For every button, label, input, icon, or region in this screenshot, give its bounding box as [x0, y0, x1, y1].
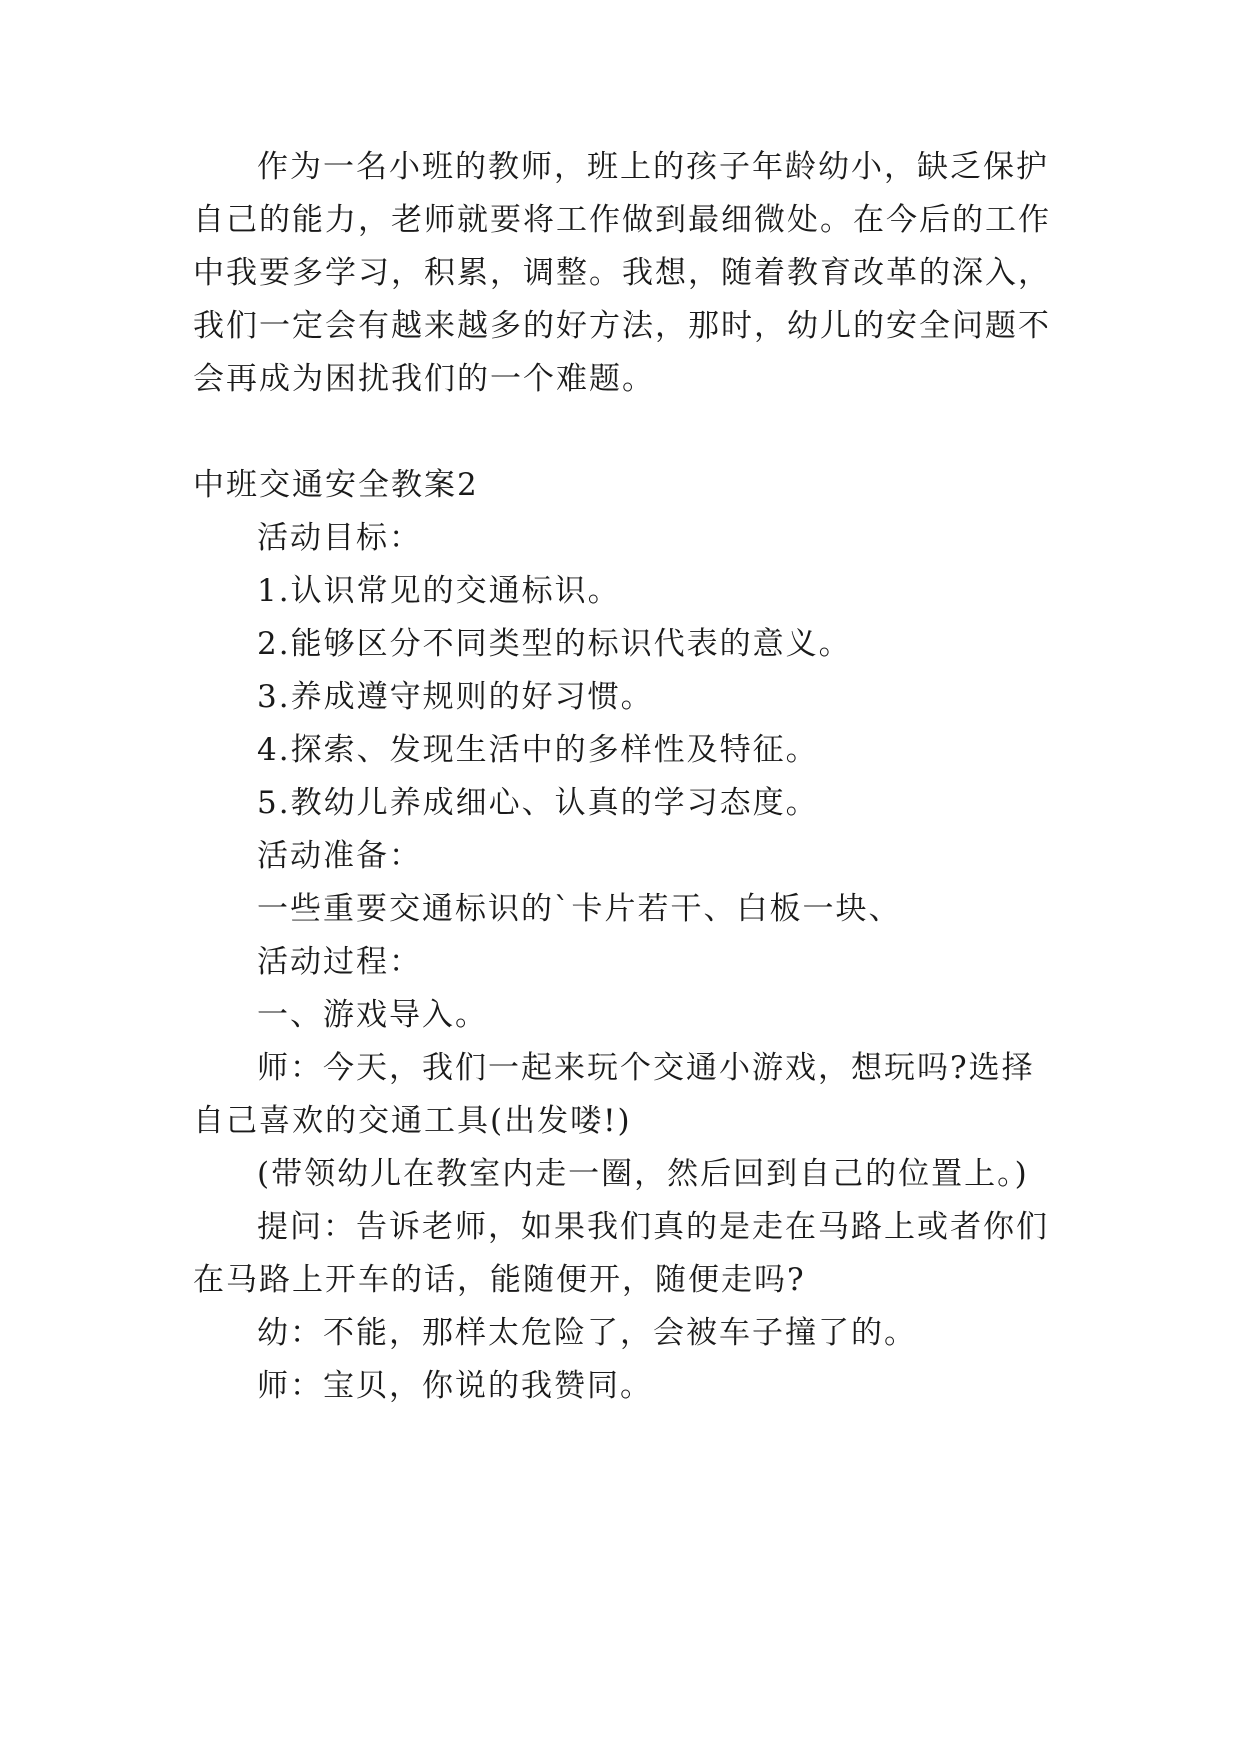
intro-line-4: 我们一定会有越来越多的好方法，那时，幼儿的安全问题不 [193, 308, 1051, 344]
process-heading: 活动过程： [257, 944, 422, 980]
goals-heading: 活动目标： [257, 520, 422, 556]
question-line-b: 在马路上开车的话，能随便开，随便走吗? [193, 1262, 806, 1298]
intro-line-5: 会再成为困扰我们的一个难题。 [193, 361, 655, 397]
teacher-line-2: 师：宝贝，你说的我赞同。 [257, 1368, 653, 1404]
section-title: 中班交通安全教案2 [193, 467, 479, 503]
child-answer: 幼：不能，那样太危险了，会被车子撞了的。 [257, 1315, 917, 1351]
activity-note: (带领幼儿在教室内走一圈，然后回到自己的位置上。) [257, 1156, 1029, 1192]
intro-line-2: 自己的能力，老师就要将工作做到最细微处。在今后的工作 [193, 202, 1051, 238]
prep-heading: 活动准备： [257, 838, 422, 874]
prep-text: 一些重要交通标识的`卡片若干、白板一块、 [257, 891, 902, 927]
teacher-line-1a: 师：今天，我们一起来玩个交通小游戏，想玩吗?选择 [257, 1050, 1035, 1086]
intro-line-1: 作为一名小班的教师，班上的孩子年龄幼小，缺乏保护 [257, 149, 1049, 185]
goal-item-1: 1.认识常见的交通标识。 [257, 573, 621, 609]
teacher-line-1b: 自己喜欢的交通工具(出发喽!) [193, 1103, 632, 1139]
goal-item-4: 4.探索、发现生活中的多样性及特征。 [257, 732, 819, 768]
step-1-heading: 一、游戏导入。 [257, 997, 488, 1033]
intro-line-3: 中我要多学习，积累，调整。我想，随着教育改革的深入， [193, 255, 1051, 291]
question-line-a: 提问：告诉老师，如果我们真的是走在马路上或者你们 [257, 1209, 1049, 1245]
goal-item-5: 5.教幼儿养成细心、认真的学习态度。 [257, 785, 819, 821]
goal-item-3: 3.养成遵守规则的好习惯。 [257, 679, 654, 715]
goal-item-2: 2.能够区分不同类型的标识代表的意义。 [257, 626, 852, 662]
